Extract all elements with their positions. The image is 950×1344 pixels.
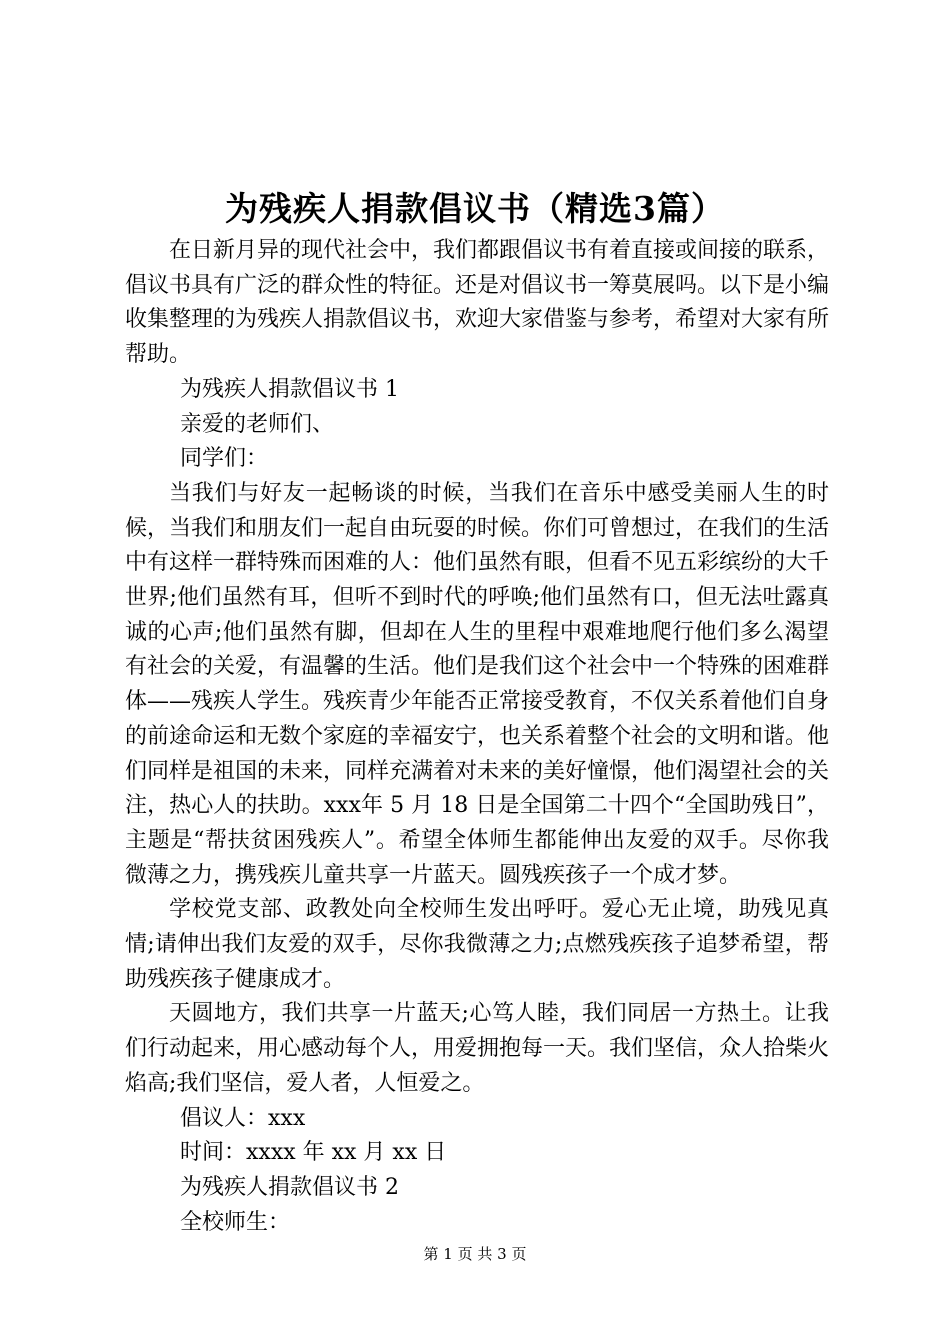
- body-paragraph: 当我们与好友一起畅谈的时候，当我们在音乐中感受美丽人生的时候，当我们和朋友们一起自由玩耍的时候。你们可曾想过，在我们的生活中有这样一群特殊而困难的人：他们虽然有眼，但看不见五彩缤纷的大千世界;他们虽然有耳，但听不到时代的呼唤;他们虽然有口，但无法吐露真诚的心声;他们虽然有脚，但却在人生的里程中艰难地爬行他们多么渴望有社会的关爱，有温馨的生活。他们是我们这个社会中一个特殊的困难群体——残疾人学生。残疾青少年能否正常接受教育，不仅关系着他们自身的前途命运和无数个家庭的幸福安宁，也关系着整个社会的文明和谐。他们同样是祖国的未来，同样充满着对未来的美好憧憬，他们渴望社会的关注，热心人的扶助。xxx年 5 月 18 日是全国第二十四个“全国助残日”，主题是“帮扶贫困残疾人”。希望全体师生都能伸出友爱的双手。尽你我微薄之力，携残疾儿童共享一片蓝天。圆残疾孩子一个成才梦。: [125, 480, 830, 888]
- section-heading-2: 为残疾人捐款倡议书 2: [180, 1174, 399, 1200]
- page-footer: 第 1 页 共 3 页: [423, 1245, 527, 1263]
- signature-proposer: 倡议人：xxx: [180, 1105, 306, 1131]
- body-paragraph: 天圆地方，我们共享一片蓝天;心笃人睦，我们同居一方热土。让我们行动起来，用心感动每个人，用爱拥抱每一天。我们坚信，众人拾柴火焰高;我们坚信，爱人者，人恒爱之。: [125, 1001, 830, 1096]
- document-title: 为残疾人捐款倡议书（精选3篇）: [225, 189, 725, 228]
- signature-date: 时间：xxxx 年 xx 月 xx 日: [180, 1140, 447, 1166]
- document-body: [125, 234, 829, 1240]
- section-heading-1: 为残疾人捐款倡议书 1: [180, 376, 399, 402]
- salutation-teachers: 亲爱的老师们、: [180, 411, 335, 437]
- salutation-students: 同学们：: [180, 446, 269, 472]
- body-paragraph: 学校党支部、政教处向全校师生发出呼吁。爱心无止境，助残见真情;请伸出我们友爱的双手，尽你我微薄之力;点燃残疾孩子追梦希望，帮助残疾孩子健康成才。: [125, 897, 829, 992]
- salutation-all: 全校师生：: [180, 1209, 291, 1235]
- intro-paragraph: 在日新月异的现代社会中，我们都跟倡议书有着直接或间接的联系，倡议书具有广泛的群众性的特征。还是对倡议书一筹莫展吗。以下是小编收集整理的为残疾人捐款倡议书，欢迎大家借鉴与参考，希望对大家有所帮助。: [125, 238, 830, 368]
